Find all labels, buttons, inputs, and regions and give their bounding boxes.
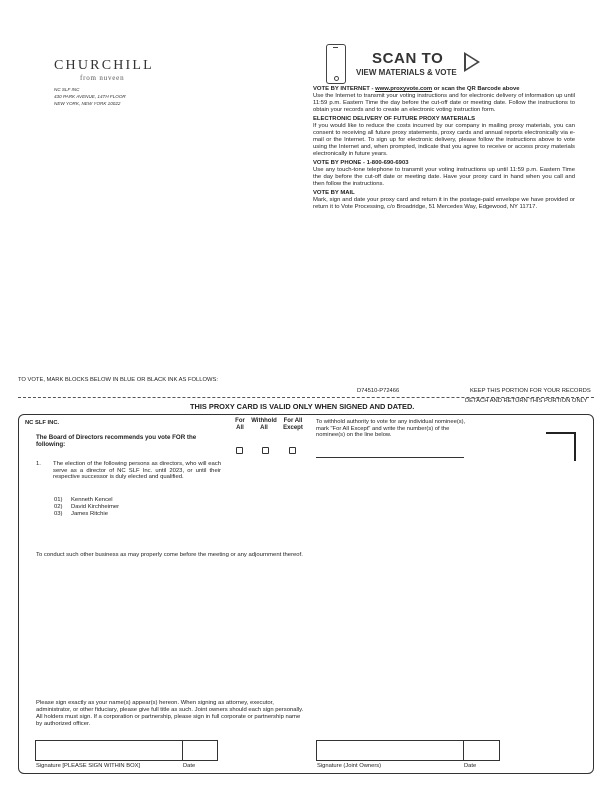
column-for-all: For All (235, 418, 245, 431)
signature-box[interactable] (35, 740, 183, 761)
date-box[interactable] (182, 740, 218, 761)
phone-heading: VOTE BY PHONE - 1-800-690-6903 (313, 160, 409, 167)
nominee-list (54, 497, 119, 518)
mail-body: Mark, sign and date your proxy card and return it in the postage-paid envelope we have provided or return it to Vote Processing, c/o Broadridge, 51 Mercedes Way, Edgewood, NY 11717. (313, 197, 575, 211)
sender-line-1: NC SLF INC (54, 87, 80, 92)
column-withhold-all: Withhold All (251, 418, 277, 431)
joint-signature-label: Signature (Joint Owners) (317, 763, 382, 769)
validity-note: THIS PROXY CARD IS VALID ONLY WHEN SIGNED AND DATED. (190, 402, 415, 411)
voting-instructions (313, 86, 575, 214)
withhold-instructions: To withhold authority to vote for any individual nominee(s), mark "For All Except" and write the number(s) of the nominee(s) on the line below. (316, 419, 466, 439)
column-for-all-except: For All Except (283, 418, 303, 431)
signature-label: Signature [PLEASE SIGN WITHIN BOX] (36, 763, 141, 769)
mark-instructions: TO VOTE, MARK BLOCKS BELOW IN BLUE OR BLACK INK AS FOLLOWS: (18, 377, 218, 383)
scan-subtitle: VIEW MATERIALS & VOTE (356, 68, 457, 77)
detach-note: DETACH AND RETURN THIS PORTION ONLY (465, 398, 588, 404)
list-item: 02) David Kirchheimer (54, 504, 120, 510)
company-name: NC SLF INC. (25, 420, 60, 426)
for-all-except-checkbox[interactable] (289, 447, 296, 454)
control-number: D74510-P72466 (357, 388, 400, 394)
list-item: 03) James Ritchie (54, 511, 108, 517)
joint-date-box[interactable] (463, 740, 500, 761)
mail-heading: VOTE BY MAIL (313, 190, 355, 197)
nominee-number-line[interactable] (316, 457, 464, 458)
sender-line-3: NEW YORK, NEW YORK 10022 (54, 101, 121, 106)
proxyvote-link[interactable]: www.proxyvote.com (375, 86, 433, 92)
smartphone-icon (326, 44, 346, 84)
keep-portion-note: KEEP THIS PORTION FOR YOUR RECORDS (470, 388, 591, 394)
company-logo (54, 58, 154, 82)
corner-registration-mark (546, 432, 576, 461)
date-label: Date (183, 763, 196, 769)
sender-line-2: 430 PARK AVENUE, 14TH FLOOR (54, 94, 126, 99)
other-business-note: To conduct such other business as may properly come before the meeting or any adjournment thereof. (36, 552, 303, 558)
proposal-text: The election of the following persons as directors, who will each serve as a director of NC SLF Inc. until 2023, or until their respective successor is duly elected and qualified. (53, 461, 221, 481)
electronic-body: If you would like to reduce the costs incurred by our company in mailing proxy materials, you can consent to receiving all future proxy statements, proxy cards and annual reports electronically via e-mail or the Internet. To sign up for electronic delivery, please follow the instructions above to vote using the Internet and, when prompted, indicate that you agree to receive or access proxy materials electronically in future years. (313, 123, 575, 157)
proposal-number: 1. (36, 461, 41, 467)
joint-signature-box[interactable] (316, 740, 464, 761)
withhold-all-checkbox[interactable] (262, 447, 269, 454)
electronic-heading: ELECTRONIC DELIVERY OF FUTURE PROXY MATERIALS (313, 116, 476, 123)
play-arrow-icon (464, 52, 480, 72)
board-recommendation: The Board of Directors recommends you vote FOR the following: (36, 434, 197, 449)
scan-title: SCAN TO (372, 50, 444, 67)
list-item: 01) Kenneth Kencel (54, 497, 113, 503)
internet-heading: VOTE BY INTERNET - www.proxyvote.com or scan the QR Barcode above (313, 86, 520, 92)
signing-instructions: Please sign exactly as your name(s) appear(s) hereon. When signing as attorney, executor, administrator, or other fiduciary, please give full title as such. Joint owners should each sign personally. All holders must sign. If a corporation or partnership, please sign in full corporate or partnership name by authorized officer. (36, 700, 304, 727)
phone-body: Use any touch-tone telephone to transmit your voting instructions up until 11:59 p.m. Eastern Time the day before the cut-off date or meeting date. Have your proxy card in hand when you call and then follow the instructions. (313, 167, 575, 187)
logo-subtitle: from nuveen (80, 74, 125, 82)
internet-body: Use the Internet to transmit your voting instructions and for electronic delivery of information up until 11:59 p.m. Eastern Time the day before the cut-off date or meeting date. Follow the instructions to obtain your records and to create an electronic voting instruction form. (313, 92, 575, 113)
joint-date-label: Date (464, 763, 477, 769)
for-all-checkbox[interactable] (236, 447, 243, 454)
logo-wordmark: CHURCHILL (54, 58, 154, 73)
sender-address (54, 86, 126, 107)
